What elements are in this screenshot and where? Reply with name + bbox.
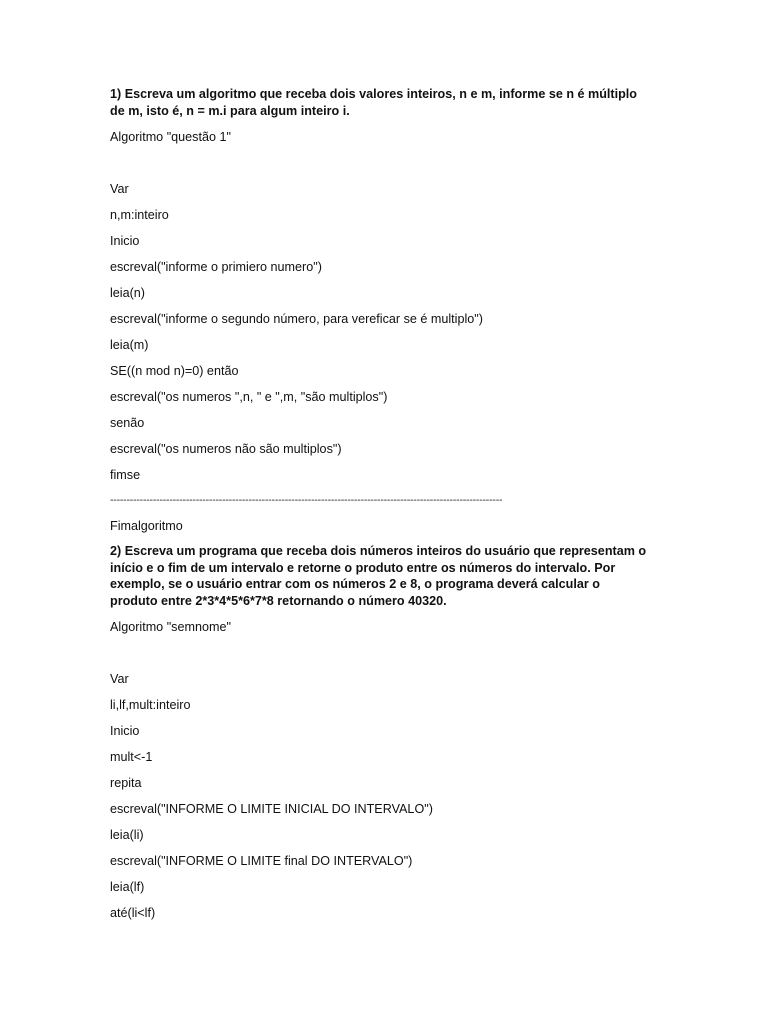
code-line: escreval("INFORME O LIMITE INICIAL DO INTERVALO") bbox=[110, 802, 433, 816]
divider-line: ----------------------------------------------------------------------------------------------------------------------- bbox=[110, 494, 503, 506]
q2-algorithm-header: Algoritmo "semnome" bbox=[110, 620, 231, 634]
code-line: leia(li) bbox=[110, 828, 144, 842]
code-line: li,lf,mult:inteiro bbox=[110, 698, 191, 712]
question-1-title: 1) Escreva um algoritmo que receba dois valores inteiros, n e m, informe se n é múltiplo de m, isto é, n = m.i para algum inteiro i. bbox=[110, 87, 637, 118]
code-line: Inicio bbox=[110, 724, 140, 738]
code-line: escreval("INFORME O LIMITE final DO INTERVALO") bbox=[110, 854, 413, 868]
code-line: leia(m) bbox=[110, 338, 149, 352]
code-line: até(li<lf) bbox=[110, 906, 156, 920]
code-line: Inicio bbox=[110, 234, 140, 248]
code-line: SE((n mod n)=0) então bbox=[110, 364, 239, 378]
code-line: escreval("informe o primiero numero") bbox=[110, 260, 322, 274]
code-line: escreval("os numeros não são multiplos") bbox=[110, 442, 342, 456]
code-line: n,m:inteiro bbox=[110, 208, 169, 222]
q1-algorithm-header: Algoritmo "questão 1" bbox=[110, 130, 231, 144]
code-line: fimse bbox=[110, 468, 141, 482]
code-line: Var bbox=[110, 182, 129, 196]
code-line: senão bbox=[110, 416, 145, 430]
q1-end-algorithm: Fimalgoritmo bbox=[110, 519, 183, 533]
code-line: Var bbox=[110, 672, 129, 686]
code-line: leia(lf) bbox=[110, 880, 145, 894]
question-2-title: 2) Escreva um programa que receba dois números inteiros do usuário que representam o início e o fim de um intervalo e retorne o produto entre os números do intervalo. Por exemplo, se o usuário entrar com os números 2 e 8, o programa deverá calcular o produto entre 2*3*4*5*6*7*8 retornando o número 40320. bbox=[110, 544, 647, 608]
code-line: leia(n) bbox=[110, 286, 145, 300]
document-page bbox=[110, 86, 650, 921]
code-line: repita bbox=[110, 776, 142, 790]
code-line: escreval("informe o segundo número, para vereficar se é multiplo") bbox=[110, 312, 483, 326]
code-line: mult<-1 bbox=[110, 750, 153, 764]
code-line: escreval("os numeros ",n, " e ",m, "são multiplos") bbox=[110, 390, 388, 404]
